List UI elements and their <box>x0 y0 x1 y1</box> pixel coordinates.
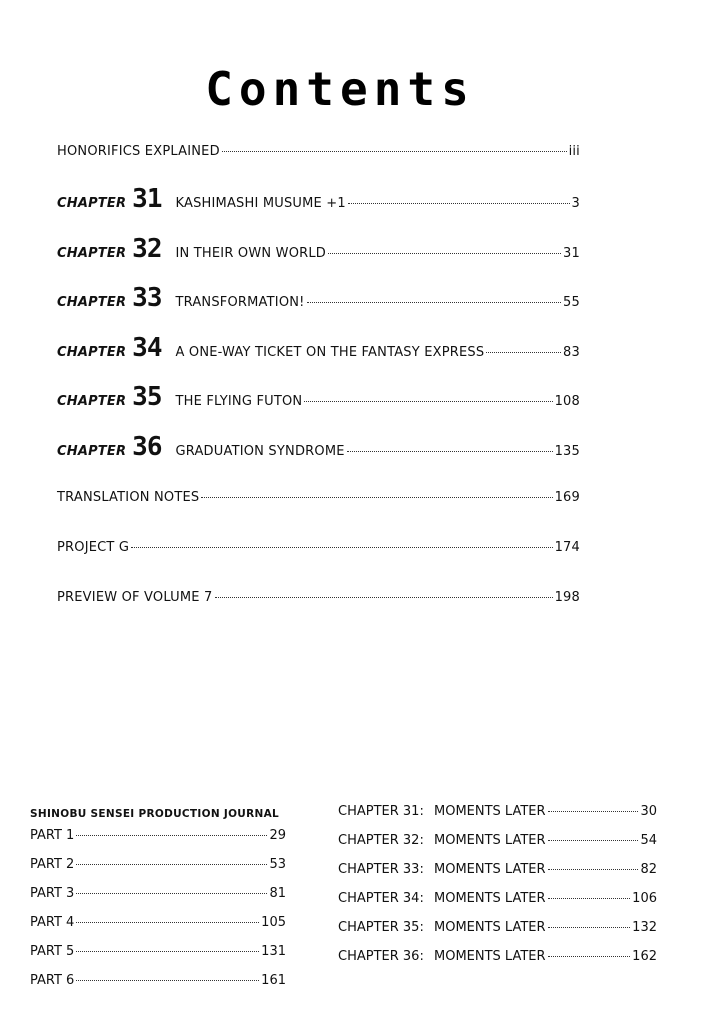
entry-page: iii <box>568 144 580 159</box>
chapter-word: CHAPTER <box>57 196 127 211</box>
journal-heading: SHINOBU SENSEI PRODUCTION JOURNAL <box>30 808 280 820</box>
chapter-title: IN THEIR OWN WORLD <box>175 246 327 261</box>
toc-entry-honorifics[interactable] <box>57 144 580 159</box>
moments-later-34[interactable] <box>338 891 657 920</box>
moments-chapter: CHAPTER 33: <box>338 862 424 877</box>
chapter-number: 35 <box>132 382 162 412</box>
chapter-title: KASHIMASHI MUSUME +1 <box>175 196 346 211</box>
part-page: 105 <box>261 915 286 930</box>
moments-later-32[interactable] <box>338 833 657 862</box>
toc-entry-chapter-33[interactable] <box>57 285 580 311</box>
moments-label: MOMENTS LATER <box>434 804 546 819</box>
dot-leader <box>76 922 259 923</box>
chapter-page: 55 <box>563 295 580 310</box>
dot-leader <box>486 352 561 353</box>
chapter-number: 33 <box>132 283 162 313</box>
journal-part-4[interactable] <box>30 915 286 944</box>
dot-leader <box>347 451 553 452</box>
dot-leader <box>304 401 552 402</box>
chapter-word: CHAPTER <box>57 394 127 409</box>
journal-part-2[interactable] <box>30 857 286 886</box>
part-page: 161 <box>261 973 286 988</box>
production-journal-list <box>30 808 286 1002</box>
moments-chapter: CHAPTER 32: <box>338 833 424 848</box>
journal-part-1[interactable] <box>30 828 286 857</box>
entry-page: 174 <box>554 540 580 555</box>
toc-entry-chapter-35[interactable] <box>57 384 580 410</box>
entry-label: PROJECT G <box>57 540 130 555</box>
entry-label: HONORIFICS EXPLAINED <box>57 144 220 159</box>
part-page: 53 <box>269 857 286 872</box>
chapter-word: CHAPTER <box>57 345 127 360</box>
moments-later-35[interactable] <box>338 920 657 949</box>
part-label: PART 5 <box>30 944 75 959</box>
chapter-word: CHAPTER <box>57 295 127 310</box>
chapter-number: 34 <box>132 333 162 363</box>
chapter-word: CHAPTER <box>57 246 127 261</box>
dot-leader <box>328 253 561 254</box>
part-page: 131 <box>261 944 286 959</box>
part-label: PART 6 <box>30 973 75 988</box>
toc-entry-chapter-31[interactable] <box>57 186 580 212</box>
dot-leader <box>548 898 631 899</box>
chapter-page: 108 <box>554 394 580 409</box>
chapter-title: A ONE-WAY TICKET ON THE FANTASY EXPRESS <box>175 345 485 360</box>
chapter-title: TRANSFORMATION! <box>175 295 305 310</box>
moments-label: MOMENTS LATER <box>434 891 546 906</box>
moments-page: 106 <box>632 891 657 906</box>
part-label: PART 1 <box>30 828 75 843</box>
toc-entry-chapter-34[interactable] <box>57 335 580 361</box>
moments-chapter: CHAPTER 31: <box>338 804 424 819</box>
moments-page: 162 <box>632 949 657 964</box>
chapter-page: 31 <box>563 246 580 261</box>
part-label: PART 3 <box>30 886 75 901</box>
dot-leader <box>548 956 631 957</box>
dot-leader <box>307 302 561 303</box>
chapter-title: THE FLYING FUTON <box>175 394 303 409</box>
toc-entry-preview[interactable] <box>57 590 580 605</box>
moments-later-list <box>338 804 657 978</box>
journal-part-6[interactable] <box>30 973 286 1002</box>
entry-page: 198 <box>554 590 580 605</box>
dot-leader <box>131 547 552 548</box>
moments-later-31[interactable] <box>338 804 657 833</box>
moments-page: 82 <box>640 862 657 877</box>
moments-label: MOMENTS LATER <box>434 833 546 848</box>
chapter-title: GRADUATION SYNDROME <box>175 444 345 459</box>
chapter-number: 36 <box>132 432 162 462</box>
chapter-page: 135 <box>554 444 580 459</box>
entry-label: TRANSLATION NOTES <box>57 490 200 505</box>
part-page: 81 <box>269 886 286 901</box>
dot-leader <box>76 980 259 981</box>
moments-label: MOMENTS LATER <box>434 949 546 964</box>
journal-part-5[interactable] <box>30 944 286 973</box>
dot-leader <box>548 840 639 841</box>
moments-label: MOMENTS LATER <box>434 862 546 877</box>
moments-page: 132 <box>632 920 657 935</box>
toc-entry-project-g[interactable] <box>57 540 580 555</box>
chapter-number: 31 <box>132 184 162 214</box>
moments-page: 54 <box>640 833 657 848</box>
chapter-word: CHAPTER <box>57 444 127 459</box>
dot-leader <box>215 597 553 598</box>
dot-leader <box>222 151 567 152</box>
journal-part-3[interactable] <box>30 886 286 915</box>
moments-page: 30 <box>640 804 657 819</box>
chapter-page: 3 <box>571 196 580 211</box>
moments-chapter: CHAPTER 35: <box>338 920 424 935</box>
entry-label: PREVIEW OF VOLUME 7 <box>57 590 213 605</box>
toc-entry-translation-notes[interactable] <box>57 490 580 505</box>
entry-page: 169 <box>554 490 580 505</box>
part-label: PART 4 <box>30 915 75 930</box>
moments-later-33[interactable] <box>338 862 657 891</box>
moments-chapter: CHAPTER 34: <box>338 891 424 906</box>
part-page: 29 <box>269 828 286 843</box>
dot-leader <box>348 203 570 204</box>
chapter-page: 83 <box>563 345 580 360</box>
toc-entry-chapter-36[interactable] <box>57 434 580 460</box>
moments-later-36[interactable] <box>338 949 657 978</box>
page-title: Contents <box>205 62 475 116</box>
dot-leader <box>548 927 631 928</box>
dot-leader <box>548 869 639 870</box>
dot-leader <box>76 835 267 836</box>
chapter-number: 32 <box>132 234 162 264</box>
toc-entry-chapter-32[interactable] <box>57 236 580 262</box>
dot-leader <box>76 893 267 894</box>
dot-leader <box>201 497 552 498</box>
dot-leader <box>548 811 639 812</box>
dot-leader <box>76 864 267 865</box>
moments-label: MOMENTS LATER <box>434 920 546 935</box>
moments-chapter: CHAPTER 36: <box>338 949 424 964</box>
part-label: PART 2 <box>30 857 75 872</box>
dot-leader <box>76 951 259 952</box>
